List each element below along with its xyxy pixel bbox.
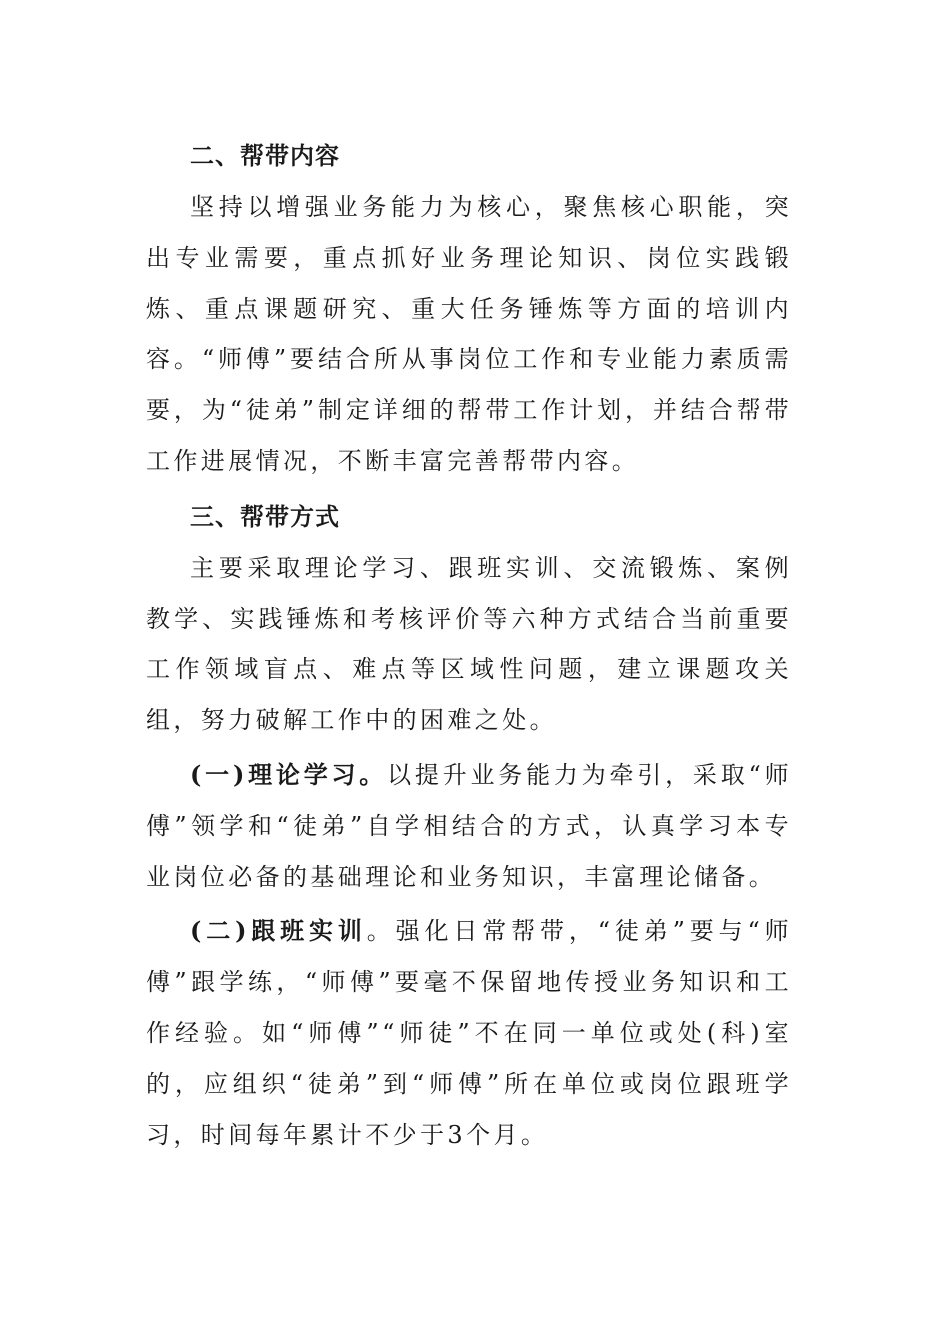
paragraph-content-description: 坚持以增强业务能力为核心，聚焦核心职能，突出专业需要，重点抓好业务理论知识、岗位实践锻炼、重点课题研究、重大任务锤炼等方面的培训内容。“师傅”要结合所从事岗位工作和专业能力素质需要，为“徒弟”制定详细的帮带工作计划，并结合帮带工作进展情况，不断丰富完善帮带内容。 <box>146 193 792 475</box>
paragraph-methods-description: 主要采取理论学习、跟班实训、交流锻炼、案例教学、实践锤炼和考核评价等六种方式结合当前重要工作领域盲点、难点等区域性问题，建立课题攻关组，努力破解工作中的困难之处。 <box>146 553 792 735</box>
item-text-theory-study: 以提升业务能力为牵引，采取“师傅”领学和“徒弟”自学相结合的方式，认真学习本专业岗位必备的基础理论和业务知识，丰富理论储备。 <box>146 760 792 891</box>
paragraph-shadow-training <box>146 906 792 1160</box>
item-text-shadow-training: 。强化日常帮带，“徒弟”要与“师傅”跟学练，“师傅”要毫不保留地传授业务知识和工作经验。如“师傅”“师徒”不在同一单位或处(科)室的，应组织“徒弟”到“师傅”所在单位或岗位跟班学习，时间每年累计不少于3个月。 <box>146 917 792 1149</box>
item-lead-shadow-training: (二)跟班实训 <box>190 916 367 946</box>
paragraph-theory-study <box>146 750 792 902</box>
section-heading-content: 二、帮带内容 <box>190 141 340 170</box>
section-heading-methods: 三、帮带方式 <box>190 501 340 531</box>
document-body <box>146 130 792 1160</box>
item-lead-theory-study: (一)理论学习。 <box>190 759 388 789</box>
